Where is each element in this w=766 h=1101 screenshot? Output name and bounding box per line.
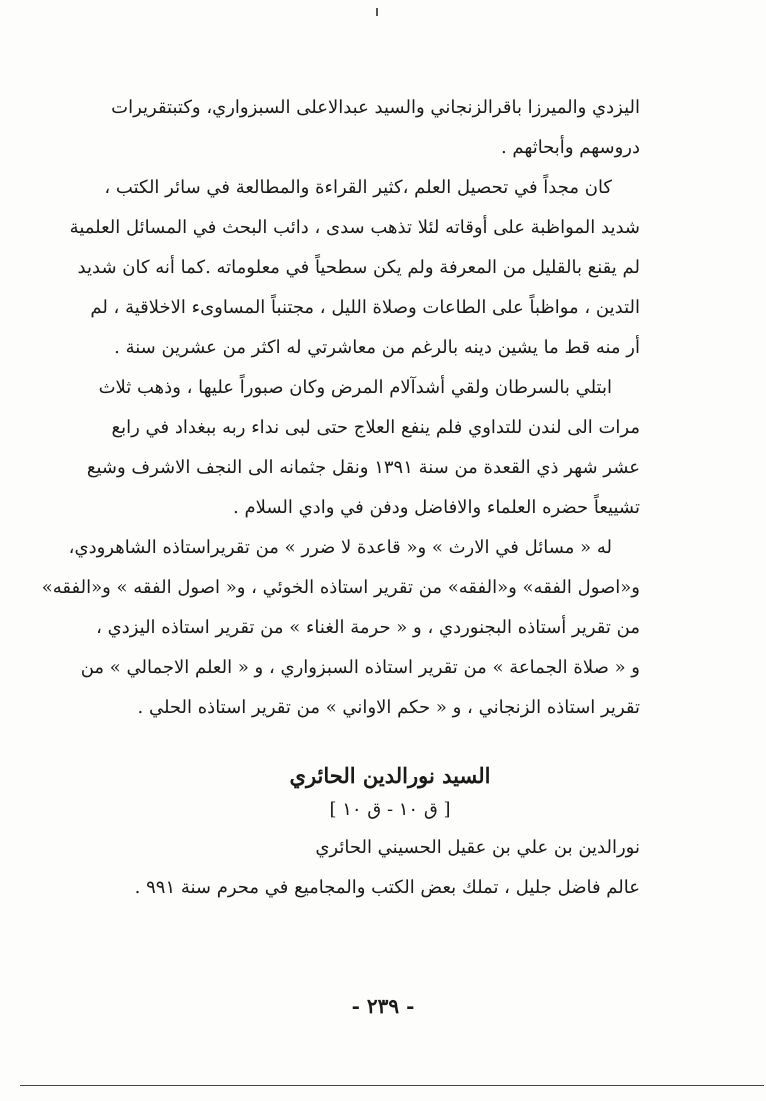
top-margin-mark (376, 8, 378, 16)
bio-line: نورالدين بن علي بن عقيل الحسيني الحائري (315, 837, 640, 858)
text-line: أر منه قط ما يشين دينه بالرغم من معاشرتي له اكثر من عشرين سنة . (114, 337, 640, 358)
text-line: لم يقنع بالقليل من المعرفة ولم يكن سطحياً في معلوماته .كما أنه كان شديد (77, 257, 640, 278)
text-line: له « مسائل في الارث » و« قاعدة لا ضرر » من تقريراستاذه الشاهرودي، (68, 537, 612, 558)
section-dates: [ ق ١٠ - ق ١٠ ] (329, 799, 451, 820)
text-line: كان مجداً في تحصيل العلم ،كثير القراءة والمطالعة في سائر الكتب ، (104, 177, 612, 198)
bottom-rule (20, 1085, 764, 1086)
section-bio (134, 828, 640, 908)
text-line: اليزدي والميرزا باقرالزنجاني والسيد عبدالاعلى السبزواري، وكتبتقريرات (111, 97, 640, 118)
text-line: تشييعاً حضره العلماء والافاضل ودفن في وادي السلام . (233, 497, 640, 518)
text-line: التدين ، مواظباً على الطاعات وصلاة الليل ، مجتنباً المساوىء الاخلاقية ، لم (90, 297, 640, 318)
bio-line: عالم فاضل جليل ، تملك بعض الكتب والمجاميع في محرم سنة ٩٩١ . (134, 877, 640, 898)
text-line: شديد المواظبة على أوقاته لئلا تذهب سدى ، دائب البحث في المسائل العلمية (69, 217, 640, 238)
section-heading: السيد نورالدين الحائري (289, 763, 491, 788)
text-line: و « صلاة الجماعة » من تقرير استاذه السبزواري ، و « العلم الاجمالي » من (80, 657, 640, 678)
text-line: تقرير استاذه الزنجاني ، و « حكم الاواني » من تقرير استاذه الحلي . (137, 697, 640, 718)
body-text (41, 88, 640, 728)
text-line: دروسهم وأبحاثهم . (500, 137, 640, 158)
text-line: عشر شهر ذي القعدة من سنة ١٣٩١ ونقل جثمانه الى النجف الاشرف وشيع (86, 457, 640, 478)
text-line: و«اصول الفقه» و«الفقه» من تقرير استاذه الخوئي ، و« اصول الفقه » و«الفقه» (41, 577, 640, 598)
text-line: مرات الى لندن للتداوي فلم ينفع العلاج حتى لبى نداء ربه ببغداد في رابع (111, 417, 640, 438)
text-line: من تقرير أستاذه البجنوردي ، و « حرمة الغناء » من تقرير استاذه اليزدي ، (96, 617, 640, 638)
text-line: ابتلي بالسرطان ولقي أشدآلام المرض وكان صبوراً عليها ، وذهب ثلاث (98, 377, 612, 398)
page-number: - ٢٣٩ - (351, 994, 415, 1018)
